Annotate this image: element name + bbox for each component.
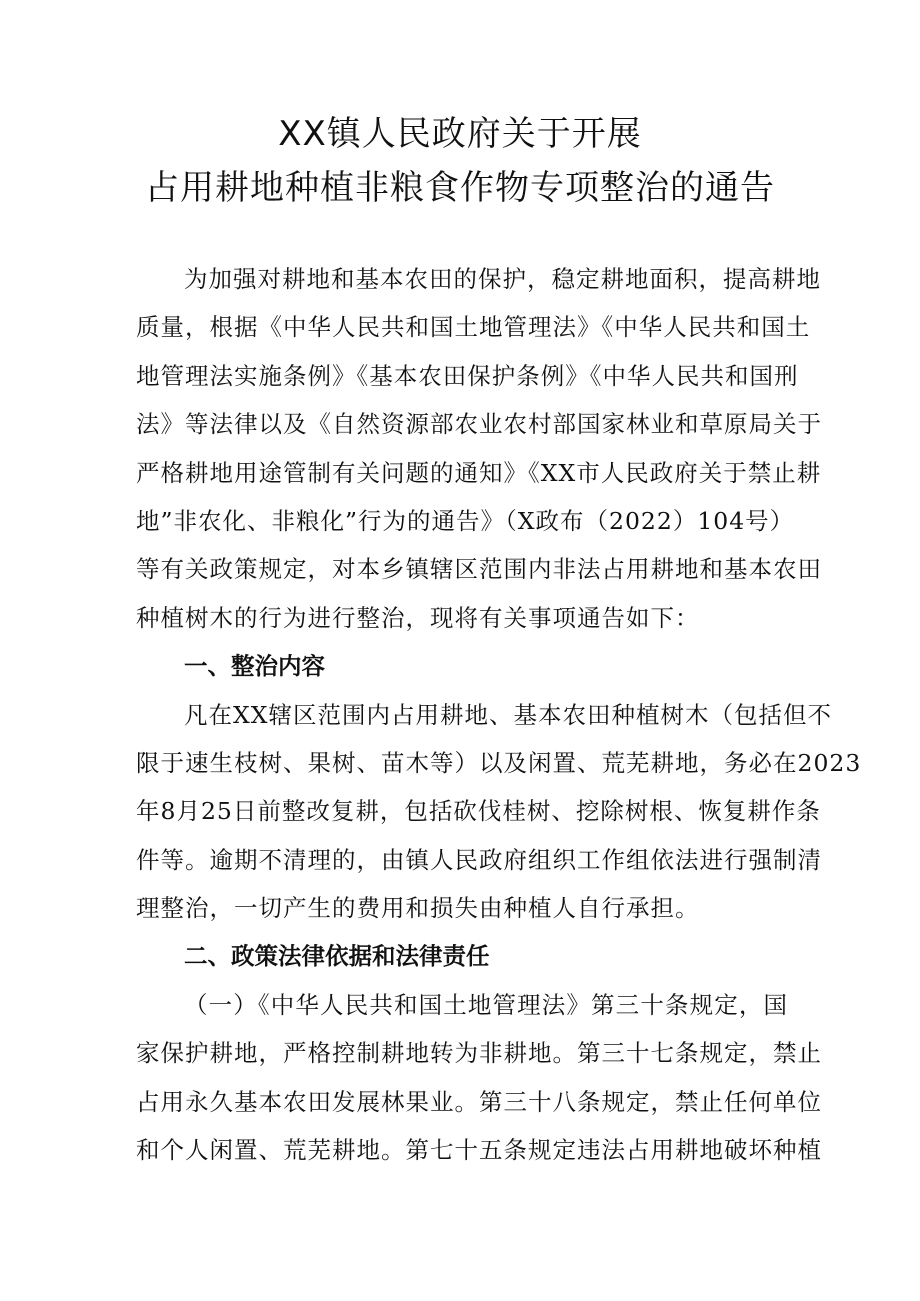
section-heading: 二、政策法律依据和法律责任 [184, 942, 490, 971]
intro-line: 种植树木的行为进行整治，现将有关事项通告如下： [136, 603, 700, 632]
section1-line: 限于速生枝树、果树、苗木等）以及闲置、荒芜耕地，务必在2023 [136, 748, 862, 777]
document-title-line2: 占用耕地种植非粮食作物专项整治的通告 [145, 168, 775, 208]
intro-line: 质量，根据《中华人民共和国土地管理法》《中华人民共和国土 [136, 313, 811, 342]
section2-line: 和个人闲置、荒芜耕地。第七十五条规定违法占用耕地破坏种植 [136, 1136, 822, 1165]
section1-line: 理整治，一切产生的费用和损失由种植人自行承担。 [136, 894, 700, 923]
intro-line: 严格耕地用途管制有关问题的通知》《XX市人民政府关于禁止耕 [136, 458, 822, 487]
intro-line: 地”非农化、非粮化”行为的通告》（X政布（2022）104号） [136, 506, 795, 535]
document-body [136, 255, 862, 1174]
intro-line: 法》等法律以及《自然资源部农业农村部国家林业和草原局关于 [136, 410, 822, 439]
document-title-line1: XX镇人民政府关于开展 [278, 114, 642, 154]
section2-line: 家保护耕地，严格控制耕地转为非耕地。第三十七条规定，禁止 [136, 1039, 822, 1068]
section2-line: 占用永久基本农田发展林果业。第三十八条规定，禁止任何单位 [136, 1087, 822, 1116]
section1-line: 件等。逾期不清理的，由镇人民政府组织工作组依法进行强制清 [136, 845, 822, 874]
section-heading: 一、整治内容 [184, 652, 325, 681]
section1-line: 凡在XX辖区范围内占用耕地、基本农田种植树木（包括但不 [184, 700, 832, 729]
section2-line: （一）《中华人民共和国土地管理法》第三十条规定，国 [184, 990, 788, 1019]
intro-line: 为加强对耕地和基本农田的保护，稳定耕地面积，提高耕地 [184, 265, 821, 293]
intro-line: 地管理法实施条例》《基本农田保护条例》《中华人民共和国刑 [136, 361, 799, 390]
section1-line: 年8月25日前整改复耕，包括砍伐桂树、挖除树根、恢复耕作条 [136, 797, 821, 826]
intro-line: 等有关政策规定，对本乡镇辖区范围内非法占用耕地和基本农田 [136, 555, 822, 584]
